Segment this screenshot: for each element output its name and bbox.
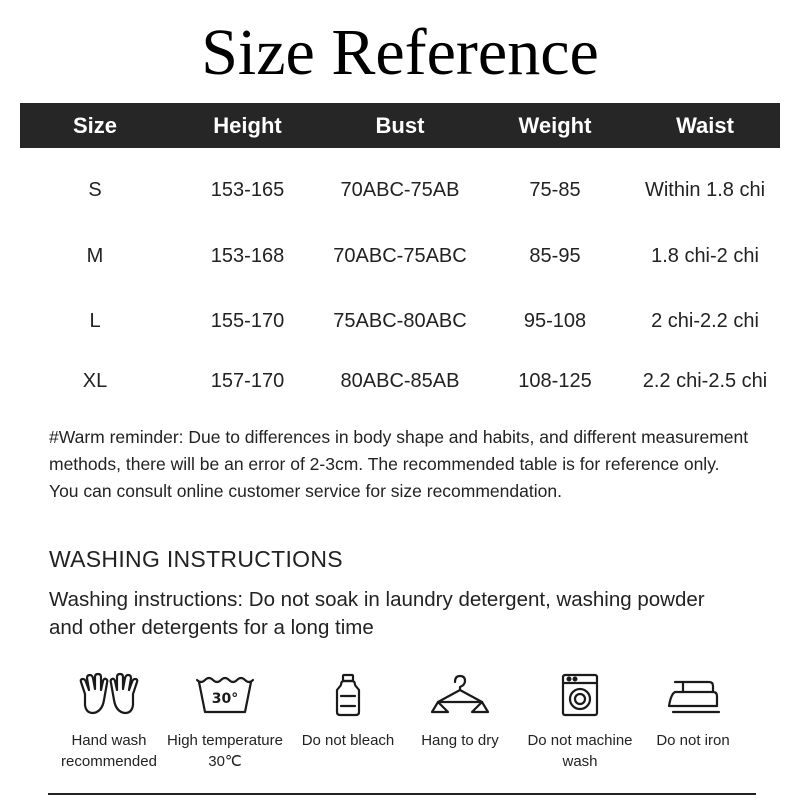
cell-waist: 1.8 chi-2 chi (651, 245, 759, 267)
cell-weight: 85-95 (529, 245, 581, 267)
care-label: Do not bleach (301, 732, 395, 749)
cell-waist: 2 chi-2.2 chi (651, 310, 759, 332)
table-row (20, 361, 780, 401)
cell-bust: 75ABC-80ABC (333, 310, 467, 332)
reminder-line: #Warm reminder: Due to differences in body shape and habits, and different measurement (49, 427, 749, 447)
bottom-divider (48, 793, 756, 795)
washing-machine-icon (548, 672, 612, 718)
cell-height: 157-170 (210, 370, 285, 392)
cell-size: S (88, 179, 102, 201)
reminder-line: You can consult online customer service for size recommendation. (49, 481, 562, 501)
cell-height: 155-170 (210, 310, 285, 332)
cell-size: M (86, 245, 104, 267)
care-item-wash-30 (160, 672, 290, 772)
hand-wash-icon (77, 672, 141, 718)
cell-height: 153-168 (210, 245, 285, 267)
care-item-hand-wash (44, 672, 174, 772)
care-label: Do not machine wash (527, 732, 633, 770)
cell-weight: 108-125 (518, 370, 592, 392)
care-label: Hang to dry (421, 732, 499, 749)
washing-text-line: and other detergents for a long time (49, 616, 374, 639)
care-label: Hand wash recommended (61, 732, 157, 770)
washing-text-line: Washing instructions: Do not soak in laundry detergent, washing powder (49, 588, 705, 611)
cell-waist: 2.2 chi-2.5 chi (642, 370, 768, 392)
table-row (20, 236, 780, 276)
care-item-no-iron (628, 672, 758, 751)
care-item-no-machine-wash (515, 672, 645, 772)
cell-size: XL (82, 370, 108, 392)
header-weight: Weight (518, 113, 592, 138)
reminder-line: methods, there will be an error of 2-3cm. The recommended table is for reference only. (49, 454, 720, 474)
care-item-hang-dry (395, 672, 525, 751)
cell-bust: 70ABC-75AB (340, 179, 460, 201)
iron-icon (661, 672, 725, 718)
page-title: Size Reference (201, 16, 599, 89)
warm-reminder (49, 424, 789, 505)
wash-30-icon (193, 672, 257, 718)
header-bust: Bust (375, 113, 425, 138)
care-label: Do not iron (656, 732, 730, 749)
table-row (20, 170, 780, 210)
care-item-no-bleach (283, 672, 413, 751)
bleach-bottle-icon (316, 672, 380, 718)
cell-size: L (89, 310, 101, 332)
washing-instructions-heading: WASHING INSTRUCTIONS (49, 546, 343, 572)
cell-weight: 95-108 (523, 310, 587, 332)
header-waist: Waist (676, 113, 734, 138)
cell-waist: Within 1.8 chi (644, 179, 766, 201)
hanger-icon (428, 672, 492, 718)
cell-weight: 75-85 (529, 179, 581, 201)
table-row (20, 301, 780, 341)
washing-instructions-text (49, 586, 779, 642)
care-label: High temperature 30℃ (167, 732, 283, 770)
header-size: Size (72, 113, 118, 138)
care-icons (0, 672, 800, 782)
size-table-header (20, 103, 780, 148)
wash-temp-text: 30° (211, 691, 239, 707)
cell-bust: 70ABC-75ABC (333, 245, 467, 267)
cell-height: 153-165 (210, 179, 285, 201)
cell-bust: 80ABC-85AB (340, 370, 460, 392)
header-height: Height (213, 113, 282, 138)
